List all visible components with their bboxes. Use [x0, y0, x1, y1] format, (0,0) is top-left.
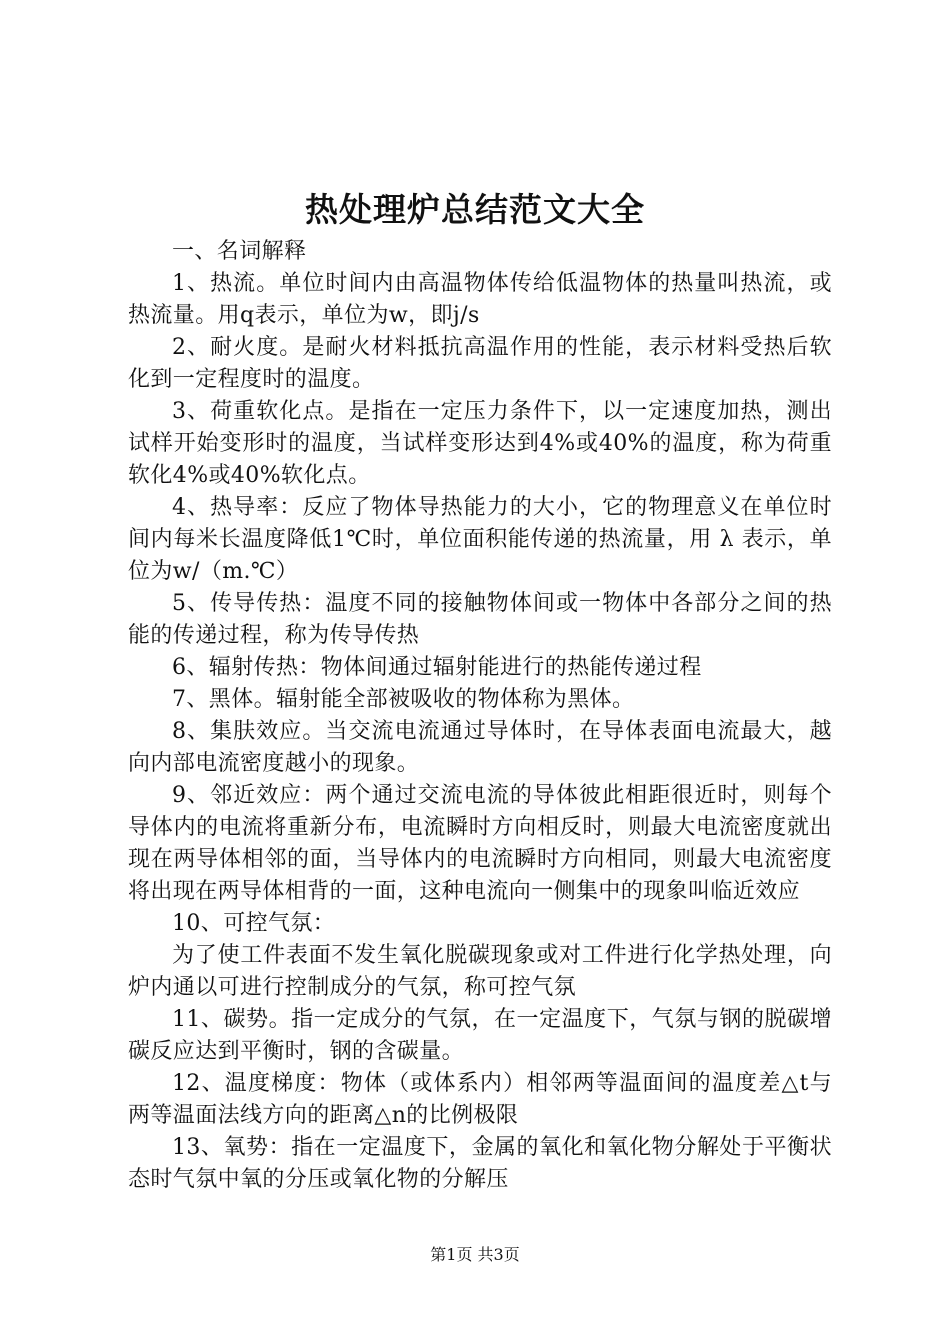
document-body: [128, 236, 832, 1196]
paragraph: 4、热导率：反应了物体导热能力的大小，它的物理意义在单位时间内每米长温度降低1℃时，单位面积能传递的热流量，用 λ 表示，单位为w/（m.℃）: [128, 495, 832, 584]
paragraph: 3、荷重软化点。是指在一定压力条件下，以一定速度加热，测出试样开始变形时的温度，当试样变形达到4%或40%的温度，称为荷重软化4%或40%软化点。: [128, 399, 832, 488]
section-heading: 一、名词解释: [172, 239, 307, 264]
paragraph: 12、温度梯度：物体（或体系内）相邻两等温面间的温度差△t与两等温面法线方向的距离△n的比例极限: [128, 1071, 832, 1128]
paragraph: 1、热流。单位时间内由高温物体传给低温物体的热量叫热流，或热流量。用q表示，单位为w，即j/s: [128, 271, 832, 328]
page-footer: 第1页 共3页: [430, 1245, 520, 1264]
paragraph: 6、辐射传热：物体间通过辐射能进行的热能传递过程: [172, 655, 702, 680]
paragraph: 11、碳势。指一定成分的气氛，在一定温度下，气氛与钢的脱碳增碳反应达到平衡时，钢的含碳量。: [128, 1007, 832, 1064]
paragraph: 为了使工件表面不发生氧化脱碳现象或对工件进行化学热处理，向炉内通以可进行控制成分的气氛，称可控气氛: [128, 943, 832, 1000]
paragraph: 10、可控气氛：: [172, 911, 336, 936]
paragraph: 8、集肤效应。当交流电流通过导体时，在导体表面电流最大，越向内部电流密度越小的现象。: [128, 719, 832, 776]
paragraph: 13、氧势：指在一定温度下，金属的氧化和氧化物分解处于平衡状态时气氛中氧的分压或氧化物的分解压: [128, 1135, 832, 1192]
paragraph: 9、邻近效应：两个通过交流电流的导体彼此相距很近时，则每个导体内的电流将重新分布，电流瞬时方向相反时，则最大电流密度就出现在两导体相邻的面，当导体内的电流瞬时方向相同，则最大电流密度将出现在两导体相背的一面，这种电流向一侧集中的现象叫临近效应: [128, 783, 832, 904]
document-title: 热处理炉总结范文大全: [305, 190, 645, 229]
paragraph: 5、传导传热：温度不同的接触物体间或一物体中各部分之间的热能的传递过程，称为传导传热: [128, 591, 832, 648]
paragraph: 2、耐火度。是耐火材料抵抗高温作用的性能，表示材料受热后软化到一定程度时的温度。: [128, 335, 832, 392]
paragraph: 7、黑体。辐射能全部被吸收的物体称为黑体。: [172, 687, 635, 712]
